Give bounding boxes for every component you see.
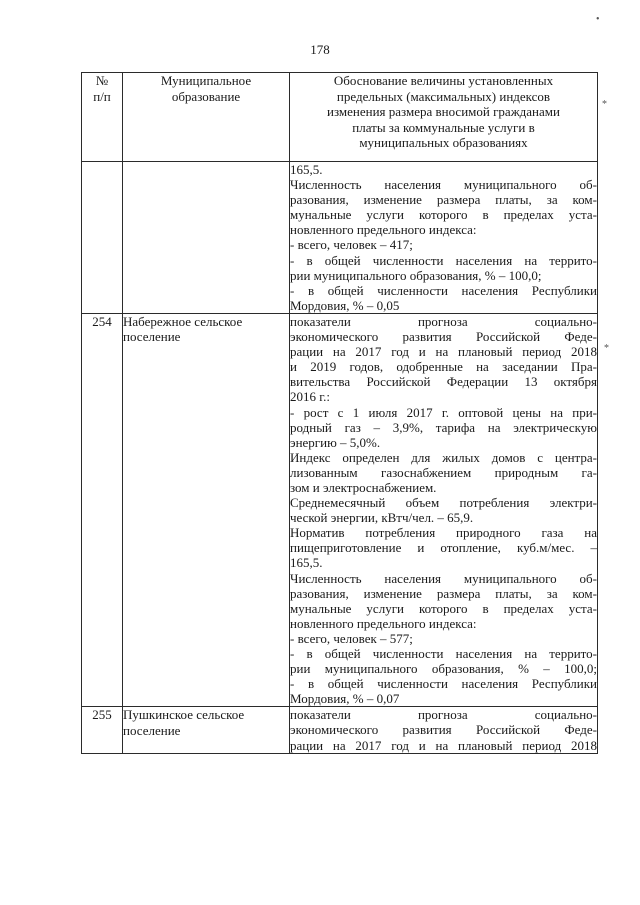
- justification-line: показатели прогноза социально-: [290, 313, 597, 329]
- indices-table: [81, 72, 598, 754]
- justification-line: лизованным газоснабжением природным га-: [290, 464, 597, 480]
- justification-line: - рост с 1 июля 2017 г. оптовой цены на при-: [290, 404, 597, 420]
- justification-line: Численность населения муниципального об-: [290, 570, 597, 586]
- justification-line: и 2019 годов, одобренные на заседании Пра-: [290, 359, 597, 375]
- justification-line: родный газ – 3,9%, тарифа на электрическую: [290, 419, 597, 435]
- municipality-name: [123, 707, 290, 753]
- table-row: [82, 162, 598, 314]
- justification-line: Среднемесячный объем потребления электри-: [290, 495, 597, 511]
- justification-line: - в общей численности населения на террито-: [290, 252, 597, 268]
- justification-line: зом и электроснабжением.: [290, 479, 437, 495]
- justification-line: - всего, человек – 417;: [290, 237, 413, 253]
- justification-line: мунальные услуги которого в пределах уста-: [290, 207, 597, 223]
- header-number-line: №: [95, 73, 109, 88]
- justification-line: разования, изменение размера платы, за ком-: [290, 192, 597, 208]
- justification-line: новленного предельного индекса:: [290, 615, 477, 631]
- justification-line: экономического развития Российской Феде-: [290, 329, 597, 345]
- row-number: 255: [82, 707, 123, 753]
- municipality-name: [123, 313, 290, 706]
- justification-line: рии муниципального образования, % – 100,0;: [290, 661, 597, 677]
- header-justification-line: предельных (максимальных) индексов: [336, 88, 551, 104]
- justification-line: Мордовия, % – 0,07: [290, 691, 400, 707]
- header-municipality: [123, 73, 290, 162]
- municipality-name-line: Набережное сельское: [123, 313, 243, 329]
- table-header-row: [82, 73, 598, 162]
- justification-line: показатели прогноза социально-: [290, 707, 597, 723]
- justification-text: [290, 162, 598, 314]
- header-number: [82, 73, 123, 162]
- justification-line: 2016 г.:: [290, 389, 330, 405]
- header-number-line: п/п: [93, 88, 111, 104]
- justification-line: Мордовия, % – 0,05: [290, 297, 400, 313]
- municipality-name: [123, 162, 290, 314]
- justification-line: рии муниципального образования, % – 100,0;: [290, 267, 542, 283]
- municipality-name-line: поселение: [123, 722, 181, 738]
- justification-line: 165,5.: [290, 555, 323, 571]
- header-justification-line: изменения размера вносимой гражданами: [327, 104, 560, 119]
- justification-line: пищеприготовление и отопление, куб.м/мес. –: [290, 540, 597, 556]
- scan-mark: •: [596, 14, 600, 25]
- header-municipality-line: Муниципальное: [160, 73, 252, 88]
- justification-line: 165,5.: [290, 162, 323, 177]
- header-justification: [290, 73, 598, 162]
- justification-line: разования, изменение размера платы, за ком-: [290, 585, 597, 601]
- justification-line: - всего, человек – 577;: [290, 630, 413, 646]
- header-municipality-line: образование: [171, 88, 241, 104]
- justification-line: Численность населения муниципального об-: [290, 177, 597, 193]
- justification-text: [290, 313, 598, 706]
- justification-line: экономического развития Российской Феде-: [290, 722, 597, 738]
- justification-line: энергию – 5,0%.: [290, 434, 381, 450]
- justification-line: вительства Российской Федерации 13 октября: [290, 374, 597, 390]
- header-justification-line: Обоснование величины установленных: [333, 73, 554, 88]
- justification-line: рации на 2017 год и на плановый период 2018: [290, 344, 597, 360]
- justification-line: Индекс определен для жилых домов с центра-: [290, 449, 597, 465]
- justification-line: - в общей численности населения на террито-: [290, 646, 597, 661]
- header-justification-line: муниципальных образованиях: [359, 135, 528, 150]
- table-row: [82, 313, 598, 706]
- justification-line: мунальные услуги которого в пределах уста-: [290, 600, 597, 616]
- row-number: 254: [82, 313, 123, 706]
- table-body: [82, 162, 598, 754]
- page-number: 178: [310, 42, 330, 57]
- justification-text: [290, 707, 598, 753]
- justification-line: новленного предельного индекса:: [290, 222, 477, 238]
- justification-line: ческой энергии, кВтч/чел. – 65,9.: [290, 510, 474, 526]
- scan-mark: *: [604, 343, 609, 354]
- row-number: [82, 162, 123, 314]
- justification-line: - в общей численности населения Республики: [290, 676, 597, 692]
- justification-line: - в общей численности населения Республики: [290, 282, 597, 298]
- justification-line: рации на 2017 год и на плановый период 2018: [290, 737, 597, 753]
- municipality-name-line: Пушкинское сельское: [123, 707, 245, 723]
- scan-mark: *: [602, 99, 607, 110]
- header-justification-line: платы за коммунальные услуги в: [352, 119, 535, 135]
- municipality-name-line: поселение: [123, 329, 181, 345]
- justification-line: Норматив потребления природного газа на: [290, 525, 597, 541]
- table-row: [82, 707, 598, 753]
